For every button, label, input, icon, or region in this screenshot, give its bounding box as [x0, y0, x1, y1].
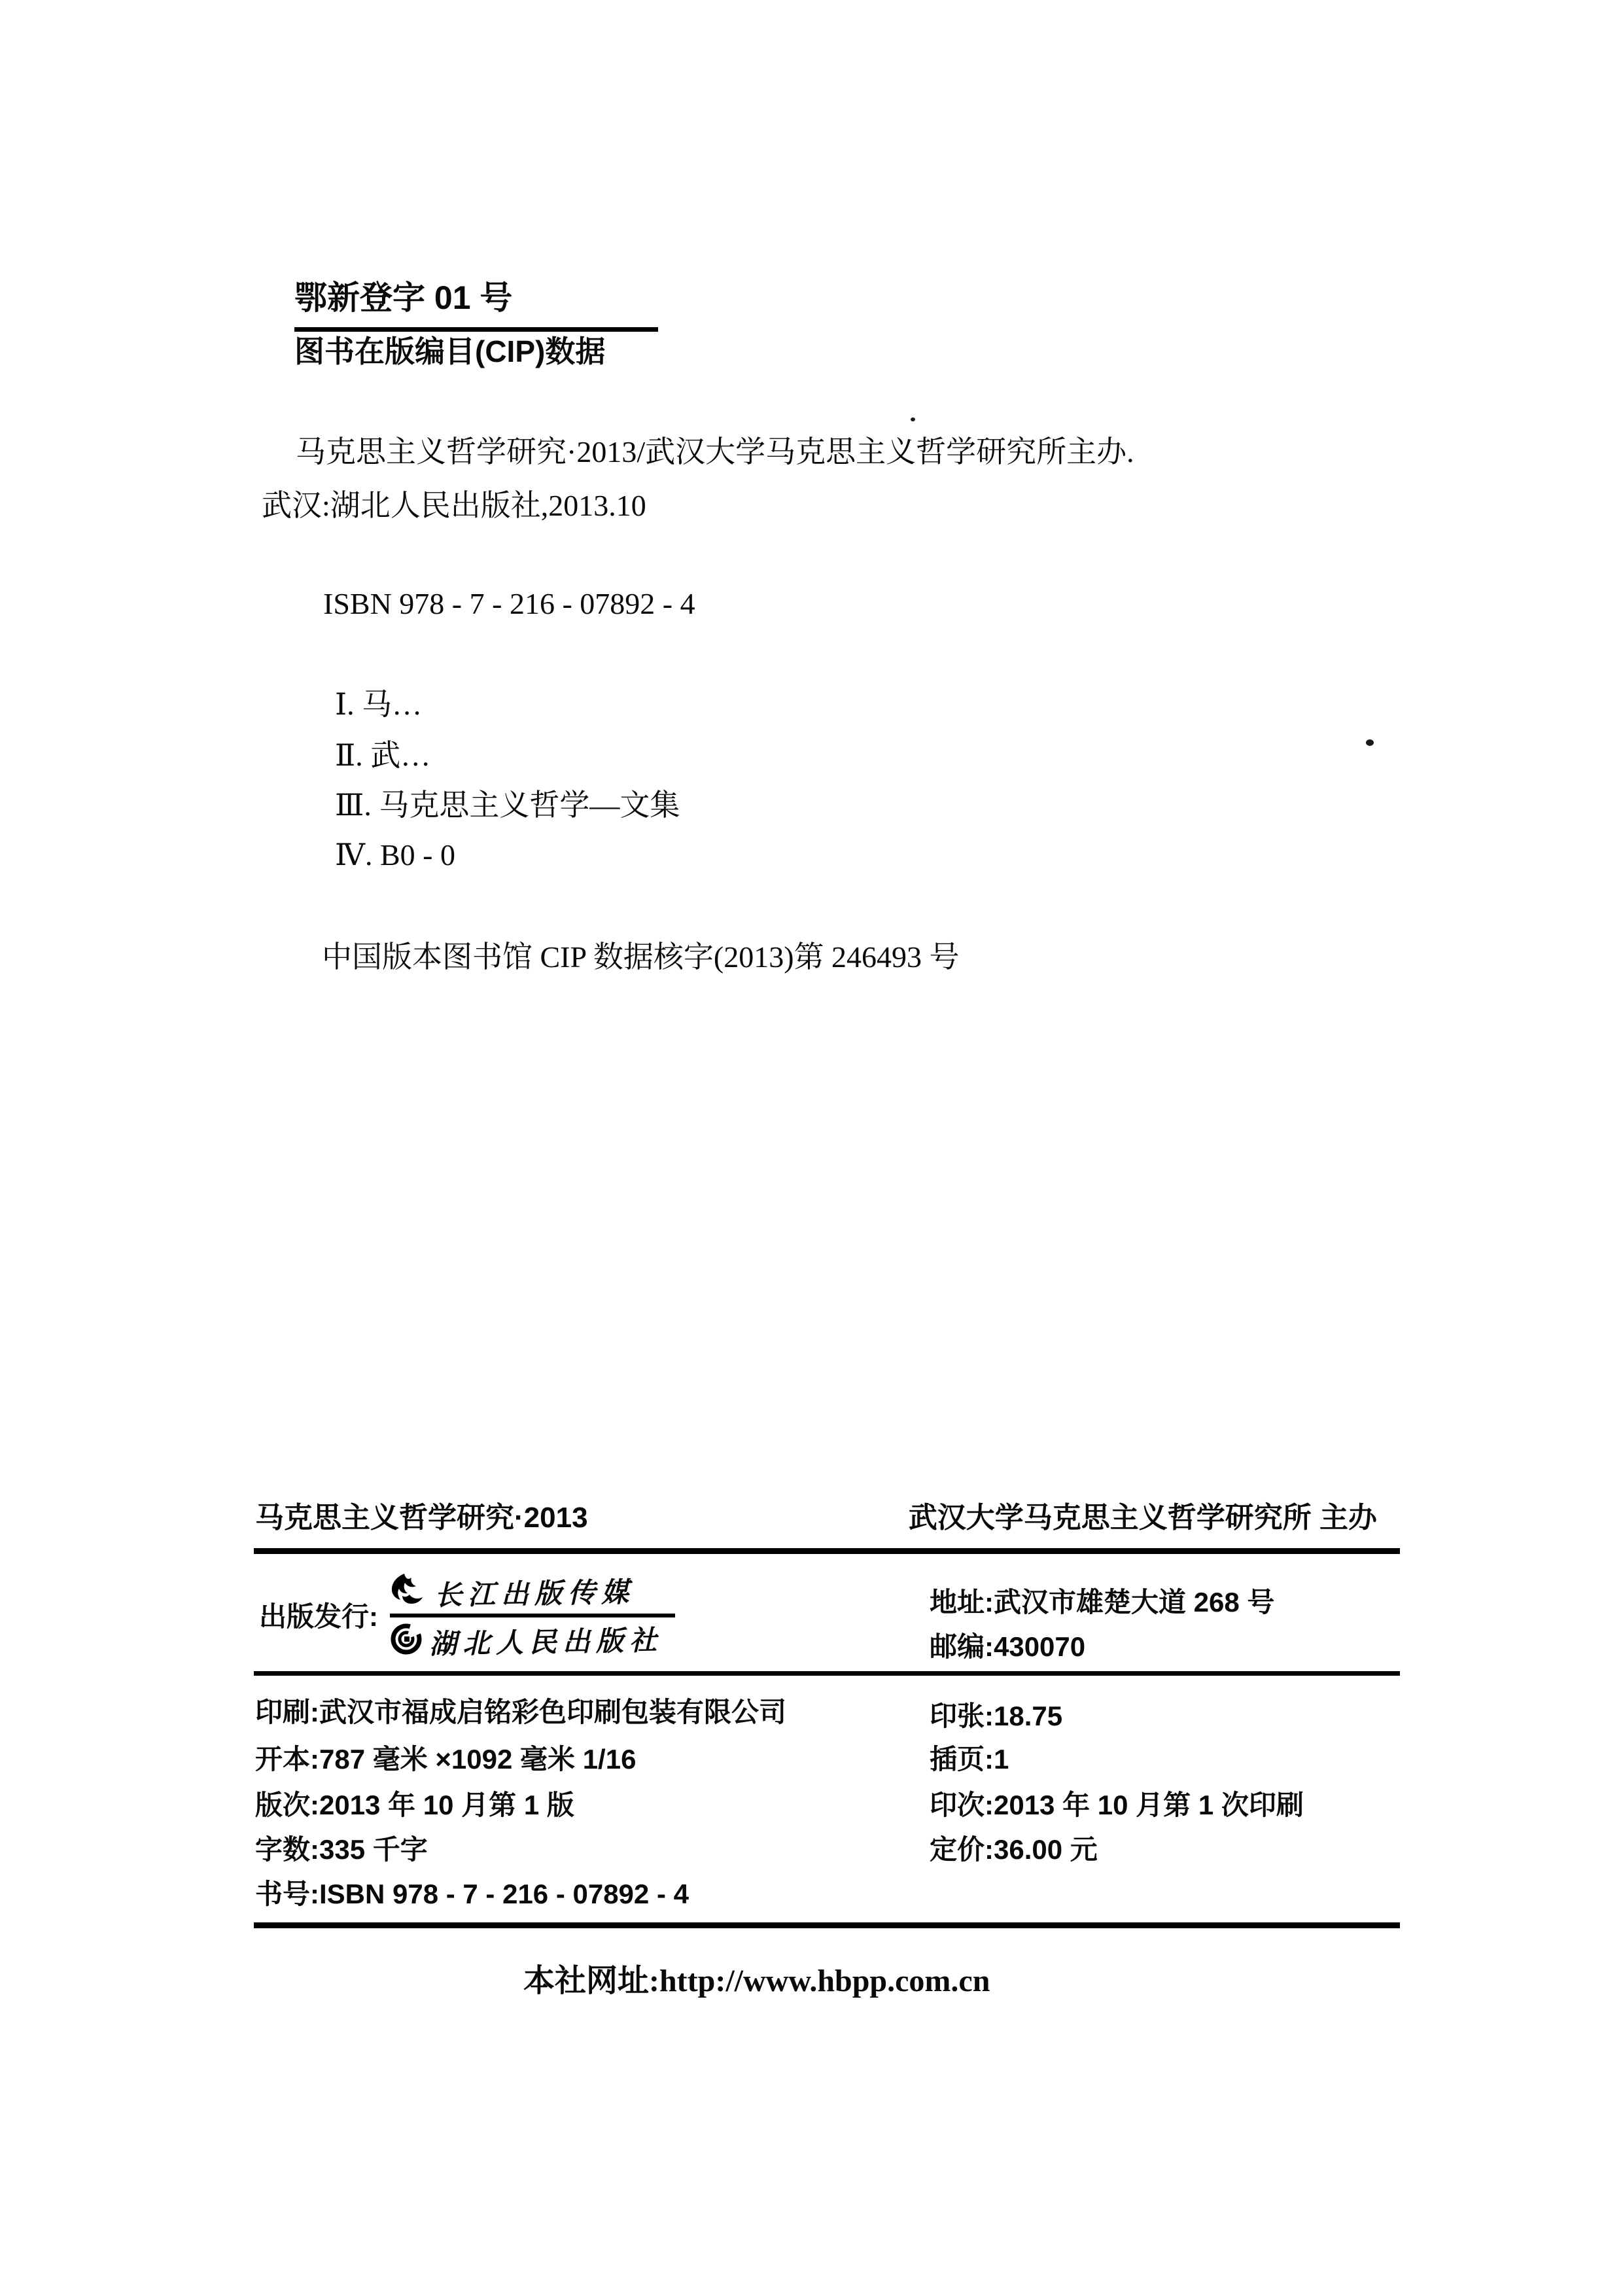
- address-line: 地址:武汉市雄楚大道 268 号: [930, 1587, 1275, 1617]
- hubei-press-seal-icon: [390, 1623, 423, 1659]
- cip-entry-line1: 马克思主义哲学研究·2013/武汉大学马克思主义哲学研究所主办.: [296, 435, 1134, 468]
- organizer: 武汉大学马克思主义哲学研究所 主办: [908, 1502, 1377, 1534]
- changjiang-media-wordmark: 长江出版传媒: [434, 1578, 635, 1612]
- hubei-press-logo-row: [390, 1620, 680, 1661]
- cip-record-line: 中国版本图书馆 CIP 数据核字(2013)第 246493 号: [322, 940, 960, 974]
- booknumber-line: 书号:ISBN 978 - 7 - 216 - 07892 - 4: [255, 1879, 689, 1909]
- inserts-line: 插页:1: [930, 1744, 1009, 1775]
- sheets-line: 印张:18.75: [930, 1701, 1063, 1731]
- colophon-bottom-rule: [254, 1922, 1400, 1928]
- classification-item: Ⅲ. 马克思主义哲学—文集: [335, 788, 680, 822]
- ink-speck: [1366, 739, 1374, 746]
- printer-line: 印刷:武汉市福成启铭彩色印刷包装有限公司: [255, 1697, 786, 1727]
- registration-underline: [294, 327, 658, 332]
- registration-number: 鄂新登字 01 号: [294, 279, 513, 316]
- publisher-label: 出版发行:: [259, 1601, 378, 1632]
- isbn-line: ISBN 978 - 7 - 216 - 07892 - 4: [323, 587, 695, 620]
- classification-item: Ⅰ. 马…: [335, 688, 423, 721]
- colophon-top-rule: [254, 1548, 1400, 1554]
- postcode-line: 邮编:430070: [930, 1631, 1086, 1662]
- wordcount-line: 字数:335 千字: [255, 1834, 428, 1865]
- logo-divider: [390, 1614, 675, 1617]
- changjiang-swoosh-icon: [390, 1572, 428, 1612]
- series-title: 马克思主义哲学研究·2013: [255, 1502, 588, 1534]
- cip-entry-line2: 武汉:湖北人民出版社,2013.10: [262, 489, 646, 522]
- cip-heading: 图书在版编目(CIP)数据: [294, 334, 606, 368]
- format-line: 开本:787 毫米 ×1092 毫米 1/16: [255, 1744, 637, 1775]
- classification-item: Ⅳ. B0 - 0: [335, 838, 455, 872]
- website-line: 本社网址:http://www.hbpp.com.cn: [523, 1964, 990, 1998]
- price-line: 定价:36.00 元: [930, 1834, 1098, 1865]
- classification-item: Ⅱ. 武…: [335, 739, 431, 772]
- colophon-middle-rule: [254, 1671, 1400, 1676]
- impression-line: 印次:2013 年 10 月第 1 次印刷: [930, 1790, 1304, 1820]
- edition-line: 版次:2013 年 10 月第 1 版: [255, 1790, 574, 1820]
- hubei-press-wordmark: 湖北人民出版社: [428, 1625, 663, 1661]
- publisher-logo-block: [390, 1572, 680, 1661]
- ink-speck: [911, 417, 915, 421]
- changjiang-media-logo-row: [390, 1572, 680, 1612]
